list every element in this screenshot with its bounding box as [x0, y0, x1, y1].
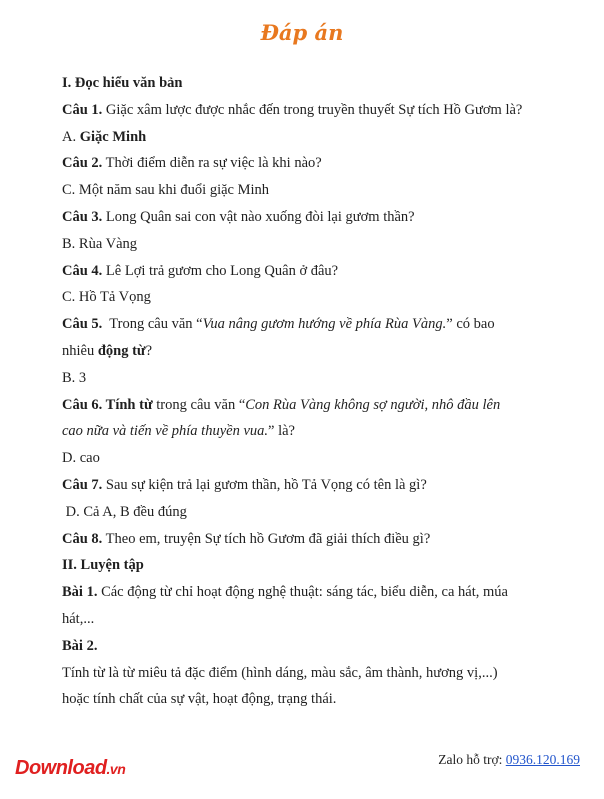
- question-text: Thời điểm diễn ra sự việc là khi nào?: [102, 155, 322, 172]
- logo-suffix: .vn: [106, 761, 126, 777]
- download-logo[interactable]: [15, 757, 125, 780]
- answer-4: C. Hồ Tả Vọng: [62, 289, 151, 306]
- exercise-label: Bài 1.: [62, 584, 98, 601]
- exercise-text: Các động từ chỉ hoạt động nghệ thuật: sáng tác, biểu diễn, ca hát, múa: [97, 584, 508, 601]
- question-label: Câu 3.: [62, 208, 103, 225]
- quoted-sentence: Vua nâng gươm hướng về phía Rùa Vàng.: [202, 316, 447, 333]
- answer-prefix: A.: [62, 128, 80, 145]
- answer-6: D. cao: [62, 450, 100, 467]
- exercise-2-line-1: Tính từ là từ miêu tả đặc điểm (hình dáng, màu sắc, âm thành, hương vị,...): [62, 664, 498, 681]
- exercise-1-line-2: hát,...: [62, 610, 95, 627]
- section-heading-practice: II. Luyện tập: [62, 557, 144, 574]
- question-label: Câu 4.: [62, 262, 103, 279]
- question-5-line-2: [62, 338, 562, 365]
- question-text: Lê Lợi trả gươm cho Long Quân ở đâu?: [102, 262, 339, 279]
- exercise-2-line-2: hoặc tính chất của sự vật, hoạt động, trạng thái.: [62, 691, 337, 708]
- exercise-1-line-1: [62, 579, 562, 606]
- emphasis-term: Tính từ: [102, 396, 153, 413]
- question-text: nhiêu: [62, 342, 98, 359]
- question-2: [62, 150, 562, 177]
- quoted-sentence: Con Rùa Vàng không sợ người, nhô đầu lên: [245, 396, 501, 413]
- question-text: Theo em, truyện Sự tích hồ Gươm đã giải thích điều gì?: [102, 530, 431, 547]
- answer-5: B. 3: [62, 369, 87, 386]
- question-label: Câu 1.: [62, 101, 103, 118]
- emphasis-term: động từ: [97, 342, 146, 359]
- question-text: Sau sự kiện trả lại gươm thần, hồ Tả Vọng có tên là gì?: [102, 476, 427, 493]
- question-label: Câu 7.: [62, 476, 103, 493]
- question-text: Long Quân sai con vật nào xuống đòi lại gươm thần?: [102, 208, 415, 225]
- question-1: [62, 97, 562, 124]
- quoted-sentence: cao nữa và tiến về phía thuyền vua.: [62, 423, 269, 440]
- answer-content: [62, 70, 562, 713]
- question-text: ” có bao: [446, 316, 495, 333]
- question-5-line-1: [62, 311, 562, 338]
- question-text: Giặc xâm lược được nhắc đến trong truyền thuyết Sự tích Hồ Gươm là?: [102, 101, 523, 118]
- question-text: ” là?: [268, 423, 295, 440]
- question-7: [62, 472, 562, 499]
- question-6-line-2: [62, 418, 562, 445]
- question-label: Câu 2.: [62, 155, 103, 172]
- answer-text: Giặc Minh: [79, 128, 147, 145]
- zalo-phone-link[interactable]: 0936.120.169: [505, 752, 580, 767]
- question-3: [62, 204, 562, 231]
- question-text: ?: [145, 342, 153, 359]
- logo-text: Download: [15, 757, 107, 779]
- page-title: Đáp án: [260, 20, 344, 45]
- answer-1: [62, 124, 562, 151]
- zalo-support: [438, 752, 580, 768]
- question-text: Trong câu văn “: [102, 316, 203, 333]
- question-4: [62, 258, 562, 285]
- zalo-label: Zalo hỗ trợ:: [438, 752, 506, 767]
- question-6-line-1: [62, 392, 562, 419]
- answer-7: D. Cả A, B đều đúng: [62, 503, 187, 520]
- answer-2: C. Một năm sau khi đuổi giặc Minh: [62, 182, 270, 199]
- exercise-2-label: Bài 2.: [62, 637, 98, 654]
- section-heading-reading: I. Đọc hiểu văn bản: [62, 75, 183, 91]
- question-text: trong câu văn “: [152, 396, 246, 413]
- question-8: [62, 526, 562, 553]
- question-label: Câu 5.: [62, 316, 103, 333]
- question-label: Câu 6.: [62, 396, 103, 413]
- question-label: Câu 8.: [62, 530, 103, 547]
- answer-3: B. Rùa Vàng: [62, 235, 138, 252]
